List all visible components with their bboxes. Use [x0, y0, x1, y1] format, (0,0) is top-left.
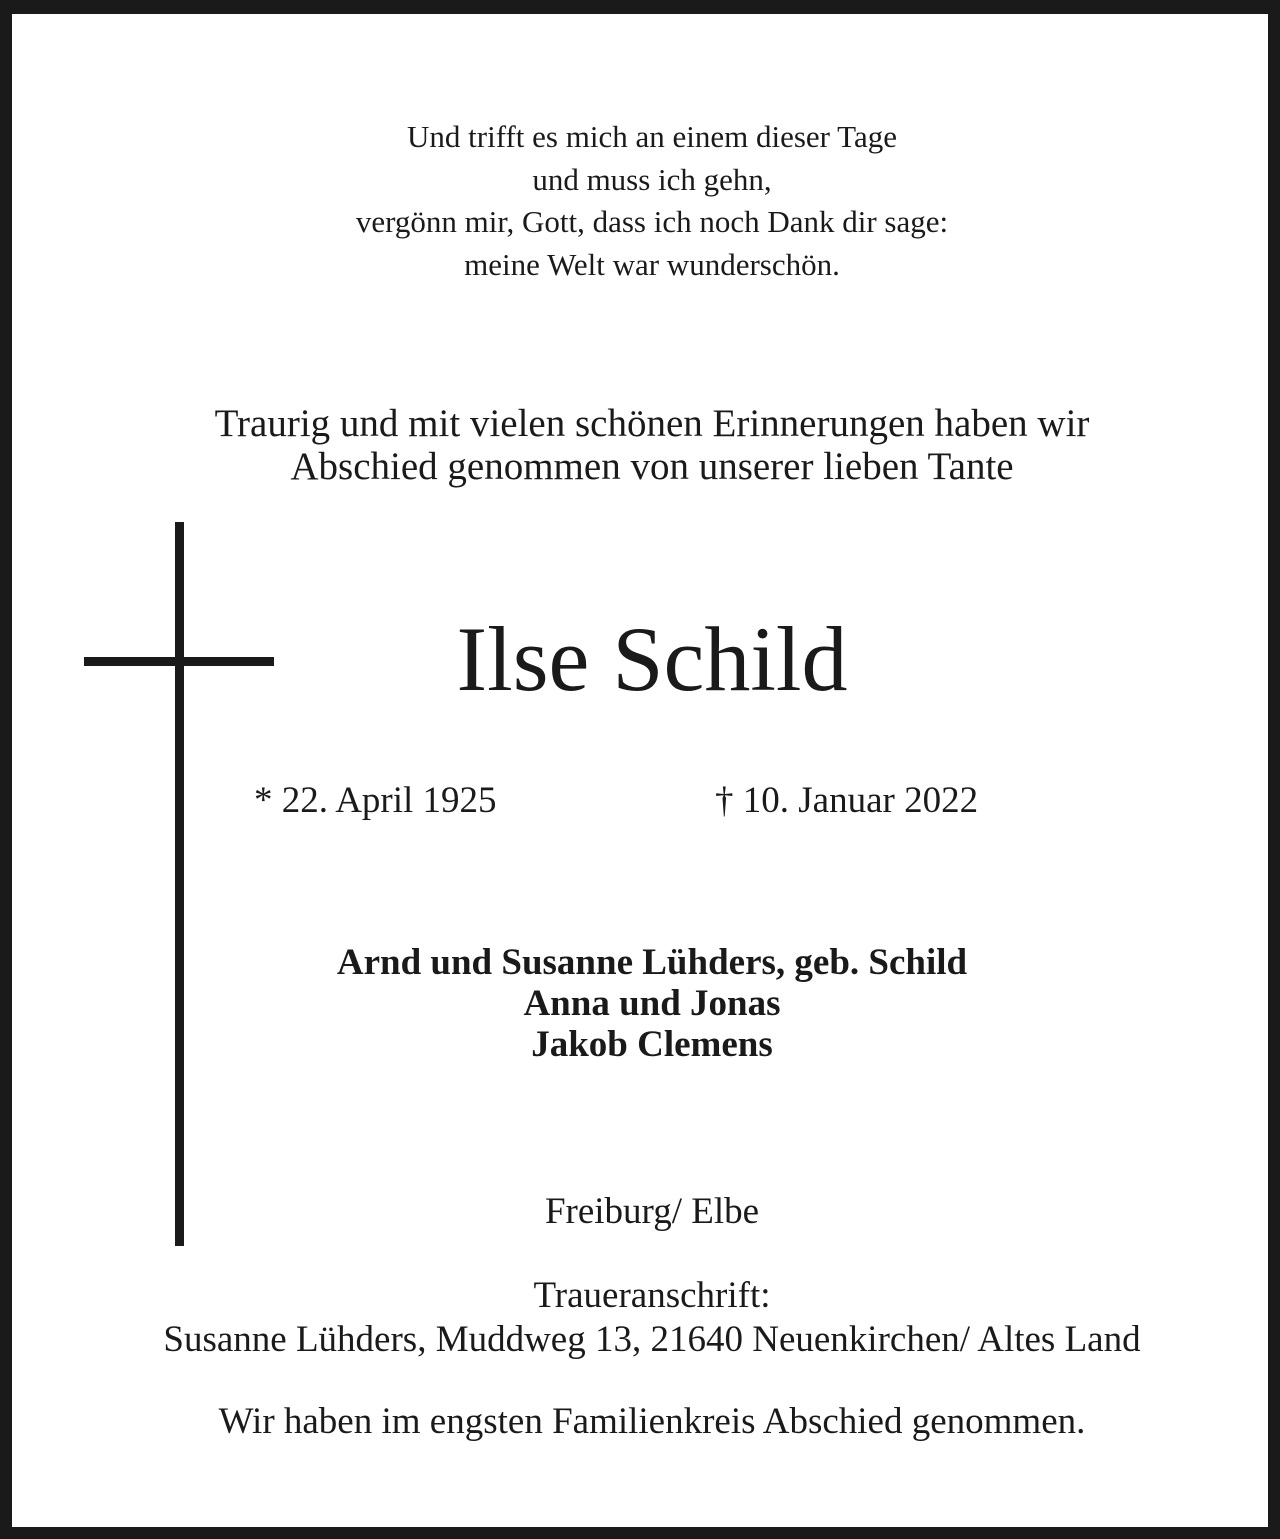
mourner-line: Anna und Jonas [523, 983, 781, 1024]
poem-line: Und trifft es mich an einem dieser Tage [407, 119, 897, 154]
poem-line: vergönn mir, Gott, dass ich noch Dank dir sage: [355, 204, 949, 239]
poem-line: und muss ich gehn, [532, 161, 772, 197]
intro-text [12, 402, 1280, 488]
place: Freiburg/ Elbe [544, 1191, 760, 1232]
poem [12, 116, 1280, 286]
address-value: Susanne Lühders, Muddweg 13, 21640 Neuenkirchen/ Altes Land [163, 1319, 1141, 1360]
death-date: † 10. Januar 2022 [715, 780, 979, 821]
birth-date: * 22. April 1925 [254, 780, 497, 821]
intro-line: Abschied genommen von unserer lieben Tante [290, 445, 1014, 488]
mourner-line: Arnd und Susanne Lühders, geb. Schild [336, 942, 968, 983]
address-label: Traueranschrift: [533, 1275, 771, 1316]
poem-line: meine Welt war wunderschön. [464, 246, 840, 282]
mourning-address [12, 1274, 1280, 1362]
closing-text: Wir haben im engsten Familienkreis Abschied genommen. [218, 1401, 1086, 1442]
mourners [12, 942, 1280, 1065]
mourner-line: Jakob Clemens [531, 1024, 773, 1065]
intro-line: Traurig und mit vielen schönen Erinnerungen haben wir [214, 402, 1090, 445]
deceased-name: Ilse Schild [456, 608, 848, 710]
